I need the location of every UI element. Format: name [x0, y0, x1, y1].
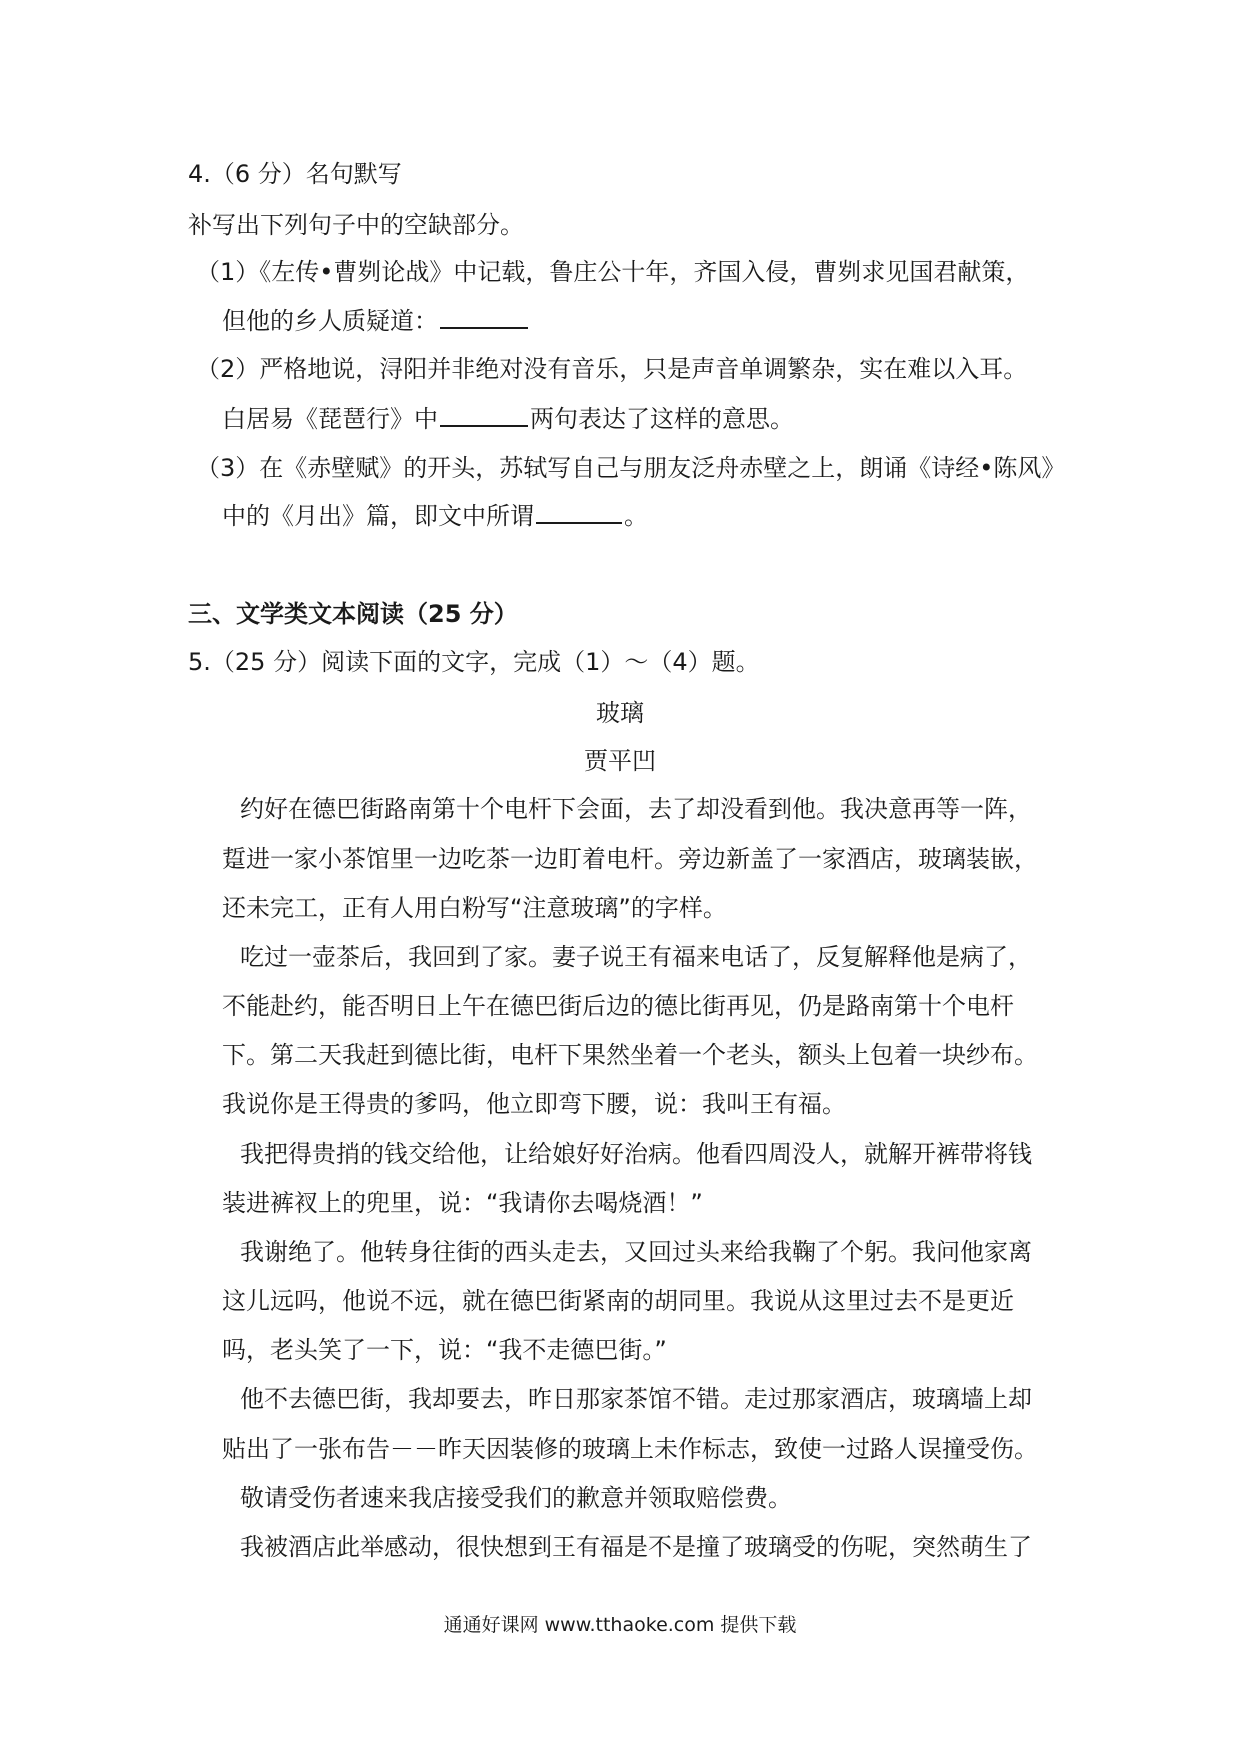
- q4-item3-line1: （3）在《赤壁赋》的开头，苏轼写自己与朋友泛舟赤壁之上，朗诵《诗经•陈风》: [196, 454, 1066, 482]
- story-line: 吃过一壶茶后，我回到了家。妻子说王有福来电话了，反复解释他是病了，: [240, 943, 1032, 971]
- story-line: 下。第二天我赶到德比街，电杆下果然坐着一个老头，额头上包着一块纱布。: [222, 1041, 1038, 1069]
- story-line: 我被酒店此举感动，很快想到王有福是不是撞了玻璃受的伤呢，突然萌生了: [240, 1533, 1032, 1561]
- story-line: 还未完工，正有人用白粉写“注意玻璃”的字样。: [222, 894, 727, 922]
- answer-blank-2[interactable]: [440, 403, 528, 427]
- answer-blank-1[interactable]: [440, 305, 528, 329]
- q4-title: 4.（6 分）名句默写: [188, 160, 402, 188]
- story-line: 我谢绝了。他转身往街的西头走去，又回过头来给我鞠了个躬。我问他家离: [240, 1238, 1032, 1266]
- q4-item2-prompt-b: 两句表达了这样的意思。: [530, 405, 794, 433]
- story-line: 不能赴约，能否明日上午在德巴街后边的德比街再见，仍是路南第十个电杆: [222, 992, 1014, 1020]
- q4-item2-prompt-a: 白居易《琵琶行》中: [222, 405, 438, 433]
- story-line: 约好在德巴街路南第十个电杆下会面，去了却没看到他。我决意再等一阵，: [240, 795, 1032, 823]
- story-title: 玻璃: [596, 699, 644, 727]
- story-line: 贴出了一张布告－－昨天因装修的玻璃上未作标志，致使一过路人误撞受伤。: [222, 1435, 1038, 1463]
- story-line: 装进裤衩上的兜里，说：“我请你去喝烧酒！”: [222, 1189, 703, 1217]
- story-author: 贾平凹: [584, 747, 656, 775]
- q4-item1-line1: （1）《左传•曹刿论战》中记载，鲁庄公十年，齐国入侵，曹刿求见国君献策，: [196, 258, 1030, 286]
- story-line: 吗，老头笑了一下，说：“我不走德巴街。”: [222, 1336, 667, 1364]
- story-line: 敬请受伤者速来我店接受我们的歉意并领取赔偿费。: [240, 1484, 792, 1512]
- page-footer: 通通好课网 www.tthaoke.com 提供下载: [443, 1614, 797, 1636]
- story-line: 我说你是王得贵的爹吗，他立即弯下腰，说：我叫王有福。: [222, 1090, 846, 1118]
- answer-blank-3[interactable]: [536, 500, 622, 524]
- story-line: 我把得贵捎的钱交给他，让给娘好好治病。他看四周没人，就解开裤带将钱: [240, 1140, 1032, 1168]
- q5-title: 5.（25 分）阅读下面的文字，完成（1）～（4）题。: [188, 648, 760, 676]
- q4-item3-line2: [222, 500, 648, 532]
- q4-instruction: 补写出下列句子中的空缺部分。: [188, 211, 524, 239]
- q4-item3-prompt-b: 。: [624, 502, 648, 530]
- story-line: 这儿远吗，他说不远，就在德巴街紧南的胡同里。我说从这里过去不是更近: [222, 1287, 1014, 1315]
- story-line: 踅进一家小茶馆里一边吃茶一边盯着电杆。旁边新盖了一家酒店，玻璃装嵌，: [222, 845, 1038, 873]
- q4-item1-line2: [222, 305, 530, 337]
- story-line: 他不去德巴街，我却要去，昨日那家茶馆不错。走过那家酒店，玻璃墙上却: [240, 1385, 1032, 1413]
- q4-item1-prompt: 但他的乡人质疑道：: [222, 307, 438, 335]
- q4-item2-line1: （2）严格地说，浔阳并非绝对没有音乐，只是声音单调繁杂，实在难以入耳。: [196, 355, 1028, 383]
- q4-item3-prompt-a: 中的《月出》篇，即文中所谓: [222, 502, 534, 530]
- q4-item2-line2: [222, 403, 794, 435]
- section-heading: 三、文学类文本阅读（25 分）: [188, 600, 518, 628]
